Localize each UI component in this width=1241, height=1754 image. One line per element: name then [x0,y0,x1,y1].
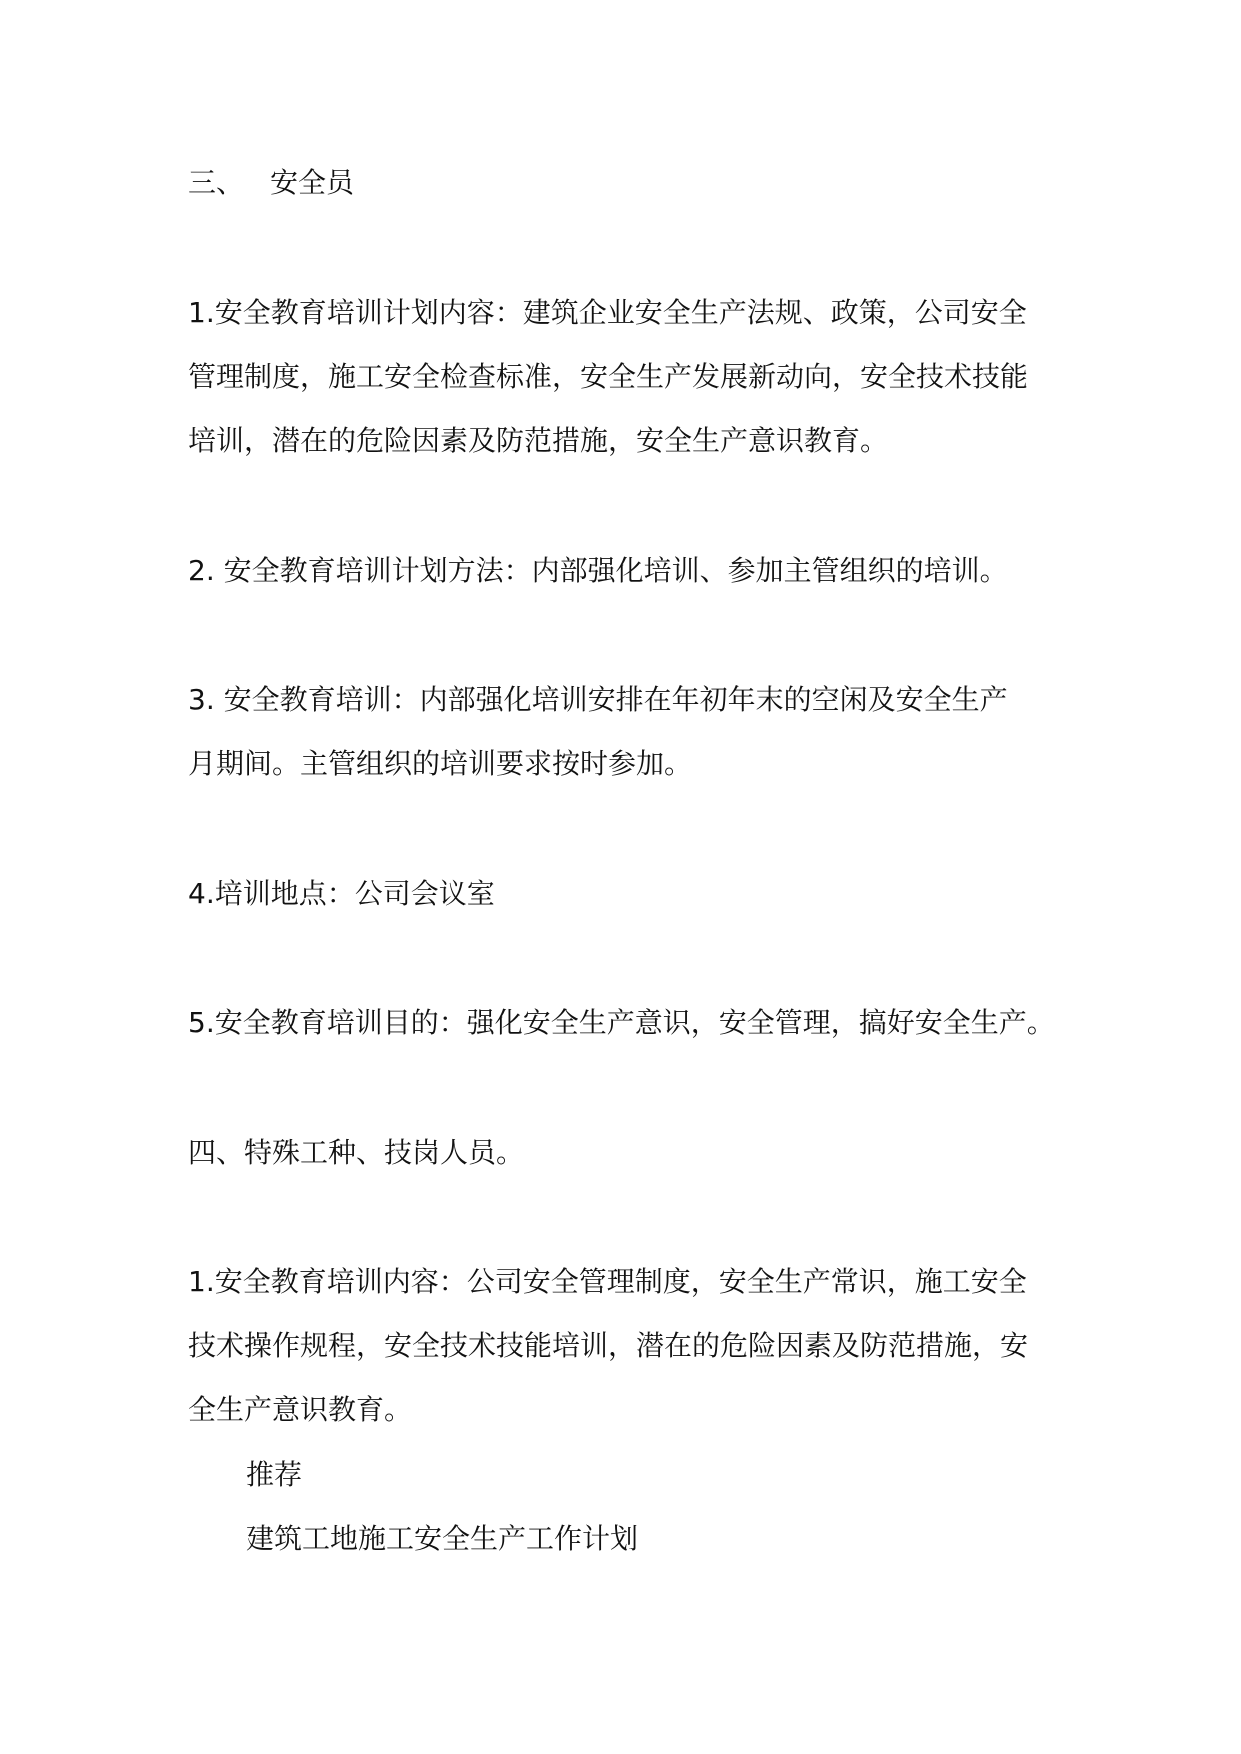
s4-item1-line3: 全生产意识教育。 [188,1393,413,1426]
section-3-heading-number: 三、 [188,166,245,199]
s3-item4-line1: 4.培训地点：公司会议室 [188,877,495,910]
section-3-heading-title: 安全员 [270,166,355,199]
s3-item3-line2: 月期间。主管组织的培训要求按时参加。 [188,747,693,780]
s4-item1-line2: 技术操作规程，安全技术技能培训，潜在的危险因素及防范措施，安 [188,1329,1029,1362]
recommend-link[interactable]: 建筑工地施工安全生产工作计划 [246,1522,639,1555]
s3-item1-line3: 培训，潜在的危险因素及防范措施，安全生产意识教育。 [188,424,889,457]
recommend-label: 推荐 [246,1458,303,1491]
s4-item1-line1: 1.安全教育培训内容：公司安全管理制度，安全生产常识，施工安全 [188,1265,1027,1298]
s3-item1-line1: 1.安全教育培训计划内容：建筑企业安全生产法规、政策，公司安全 [188,296,1027,329]
section-3-heading [188,150,1068,216]
s3-item5-line1: 5.安全教育培训目的：强化安全生产意识，安全管理，搞好安全生产。 [188,1006,1055,1039]
section-4-heading: 四、特殊工种、技岗人员。 [188,1136,525,1169]
s3-item2-line1: 2. 安全教育培训计划方法：内部强化培训、参加主管组织的培训。 [188,554,1008,587]
s3-item3-line1: 3. 安全教育培训：内部强化培训安排在年初年末的空闲及安全生产 [188,683,1008,716]
s3-item1-line2: 管理制度，施工安全检查标准，安全生产发展新动向，安全技术技能 [188,360,1029,393]
